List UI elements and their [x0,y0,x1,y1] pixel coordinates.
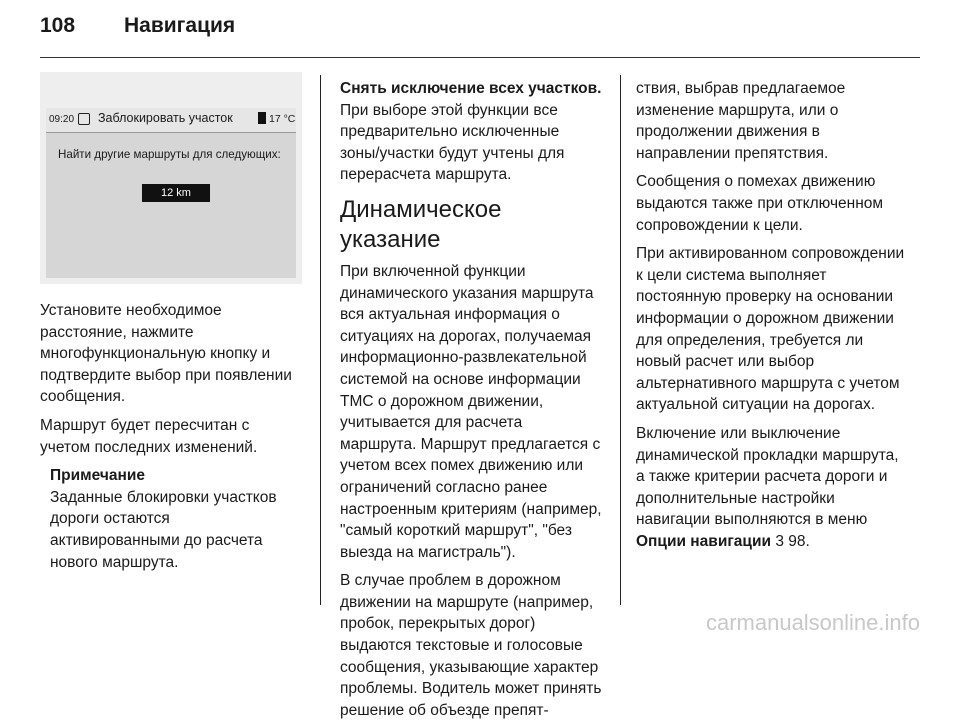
display-time: 09:20 [49,114,75,125]
display-message: Найти другие маршруты для следующих: [58,148,281,161]
page-reference-icon: 3 [775,532,784,550]
option-name: Снять исключение всех участков. [340,80,602,97]
paragraph-text: Включение или выключение динамической прокладки маршрута, а также критерии расчета дороги и дополнительные настройки навигации выполняются в меню [636,424,899,529]
page-header [40,14,235,38]
page-title: Навигация [124,14,236,37]
distance-selector: 12 km [142,184,210,202]
watermark: carmanualsonline.info [705,610,920,635]
display-screenshot [40,72,302,284]
note-text: Заданные блокировки участков дороги остаются активированными до расчета нового маршрута. [50,488,277,571]
option-description: При выборе этой функции все предварительно исключенные зоны/участки будут учтены для перерасчета маршрута. [340,101,565,184]
note-title: Примечание [50,467,145,485]
paragraph: Установите необходимое расстояние, нажмите многофункциональную кнопку и подтвердите выбор при появлении сообщения. [40,302,292,406]
header-rule [40,57,920,58]
paragraph: Маршрут будет пересчитан с учетом последних изменений. [40,416,258,456]
paragraph [340,78,602,186]
paragraph: При активированном сопровождении к цели система выполняет постоянную проверку на основании информации о дорожном движении для определения, требуется ли новый расчет или выбор альтернативного маршрута с учетом актуальной ситуации на дорогах. [636,245,905,414]
display-top-bar [46,108,296,133]
paragraph: В случае проблем в дорожном движении на маршруте (например, пробок, перекрытых дорог) выдаются текстовые и голосовые сообщения, указывающие характер проблемы. Водитель может принять решение об объезде препят- [340,572,602,719]
paragraph: ствия, выбрав предлагаемое изменение маршрута, или о продолжении движения в направлении препятствия. [636,80,846,162]
note [50,465,300,573]
column-divider [620,75,621,605]
section-heading: Динамическое указание [340,195,502,253]
menu-reference: Опции навигации [636,532,772,550]
lock-icon [258,112,266,124]
page-number: 108 [40,14,76,37]
column-3 [636,78,906,559]
clock-icon [78,113,90,125]
display-temperature: 17 °C [269,113,296,125]
display-screen [46,108,296,278]
paragraph [636,423,906,553]
paragraph: Сообщения о помехах движению выдаются также при отключенном сопровождении к цели. [636,173,884,234]
paragraph: При включенной функции динамического указания маршрута вся актуальная информация о ситуациях на дорогах, получаемая информационно-развлекательной системой на основе информации TMC о дорожном движении, учитывается для расчета маршрута. Маршрут предлагается с учетом всех помех движению или ограничений согласно ранее настроенным критериям (например, "самый короткий маршрут", "без выезда на магистраль"). [340,262,602,561]
column-1 [40,300,300,573]
column-divider [320,75,321,605]
page-reference: 98. [788,532,810,550]
column-2 [340,78,602,728]
display-title: Заблокировать участок [98,111,233,125]
